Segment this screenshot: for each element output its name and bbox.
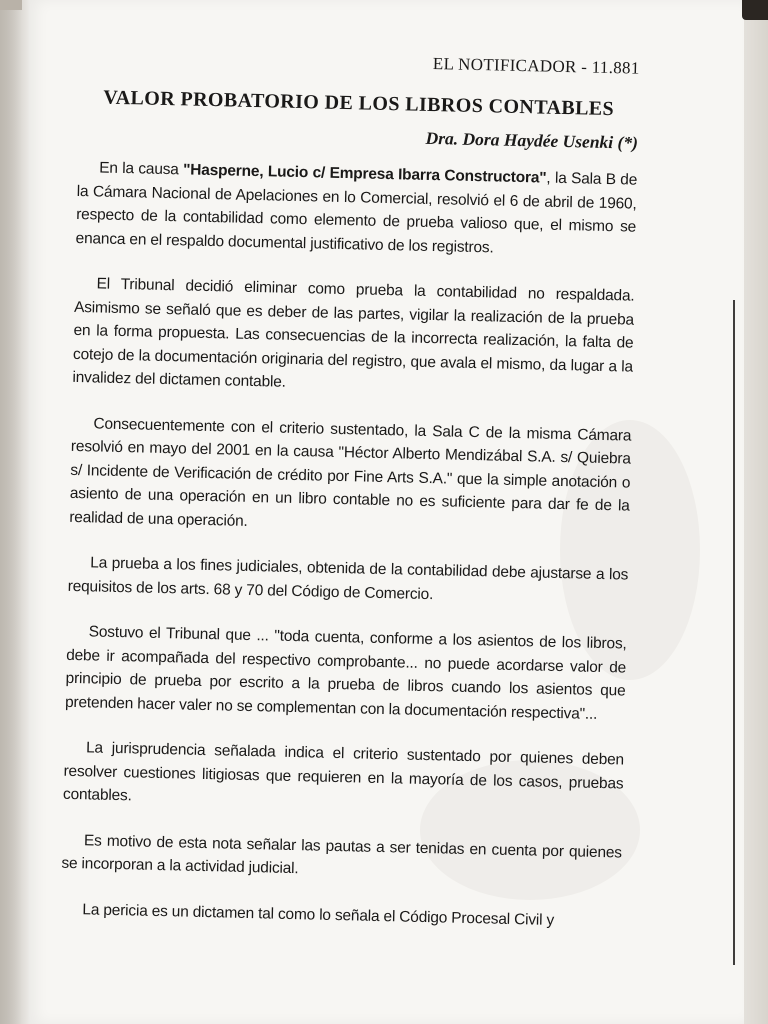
article-author: Dra. Dora Haydée Usenki (*) (425, 127, 639, 153)
paragraph-8: La pericia es un dictamen tal como lo señala el Código Procesal Civil y (82, 900, 555, 929)
paragraph-3: Consecuentemente con el criterio sustentado, la Sala C de la misma Cámara resolvió en mayo del 2001 en la causa "Héctor Alberto Mendizábal S.A. s/ Quiebra s/ Incidente de Verificación de crédito por Fine Arts S.A." que la simple anotación o asiento de una operación en un libro contable no es suficiente para dar fe de la realidad de una operación. (69, 414, 632, 530)
paragraph-2: El Tribunal decidió eliminar como prueba la contabilidad no respaldada. Asimismo se señaló que es deber de las partes, vigilar la realización de la prueba en la forma propuesta. Las consecuencias de la incorrecta realización, la falta de cotejo de la documentación originaria del registro, que avala el mismo, da lugar a la invalidez del dictamen contable. (72, 275, 635, 391)
article (60, 46, 640, 955)
paragraph-5: Sostuvo el Tribunal que ... "toda cuenta, conforme a los asientos de los libros, debe ir acompañada del respectivo comprobante... no puede acordarse valor de principio de prueba por escrito a la prueba de libros cuando los asientos que pretenden hacer valer no se complementan con la documentación respectiva"... (64, 623, 627, 723)
corner-background (742, 0, 768, 20)
paragraph-6: La jurisprudencia señalada indica el criterio sustentado por quienes deben resolver cuestiones litigiosas que requieren en la mayoría de los casos, pruebas contables. (62, 739, 625, 805)
paragraph-7: Es motivo de esta nota señalar las pautas a ser tenidas en cuenta por quienes se incorporan a la actividad judicial. (61, 831, 623, 878)
running-head: EL NOTIFICADOR - 11.881 (432, 54, 640, 78)
paragraph-1 (75, 156, 637, 263)
paragraph-1-lead: En la causa (99, 159, 184, 179)
margin-rule (733, 300, 735, 965)
paragraph-1-rest: , la Sala B de la Cámara Nacional de Apelaciones en lo Comercial, resolvió el 6 de abril de 1960, respecto de la contabilidad como elemento de prueba valioso que, el mismo se enanca en el respaldo documental justificativo de los registros. (75, 169, 638, 256)
article-title: VALOR PROBATORIO DE LOS LIBROS CONTABLES (103, 86, 615, 121)
paragraph-4: La prueba a los fines judiciales, obtenida de la contabilidad debe ajustarse a los requisitos de los arts. 68 y 70 del Código de Comercio. (67, 554, 629, 603)
corner-background-left (0, 0, 22, 10)
page-edge-shadow (0, 0, 30, 1024)
case-name: "Hasperne, Lucio c/ Empresa Ibarra Constructora" (182, 161, 547, 187)
